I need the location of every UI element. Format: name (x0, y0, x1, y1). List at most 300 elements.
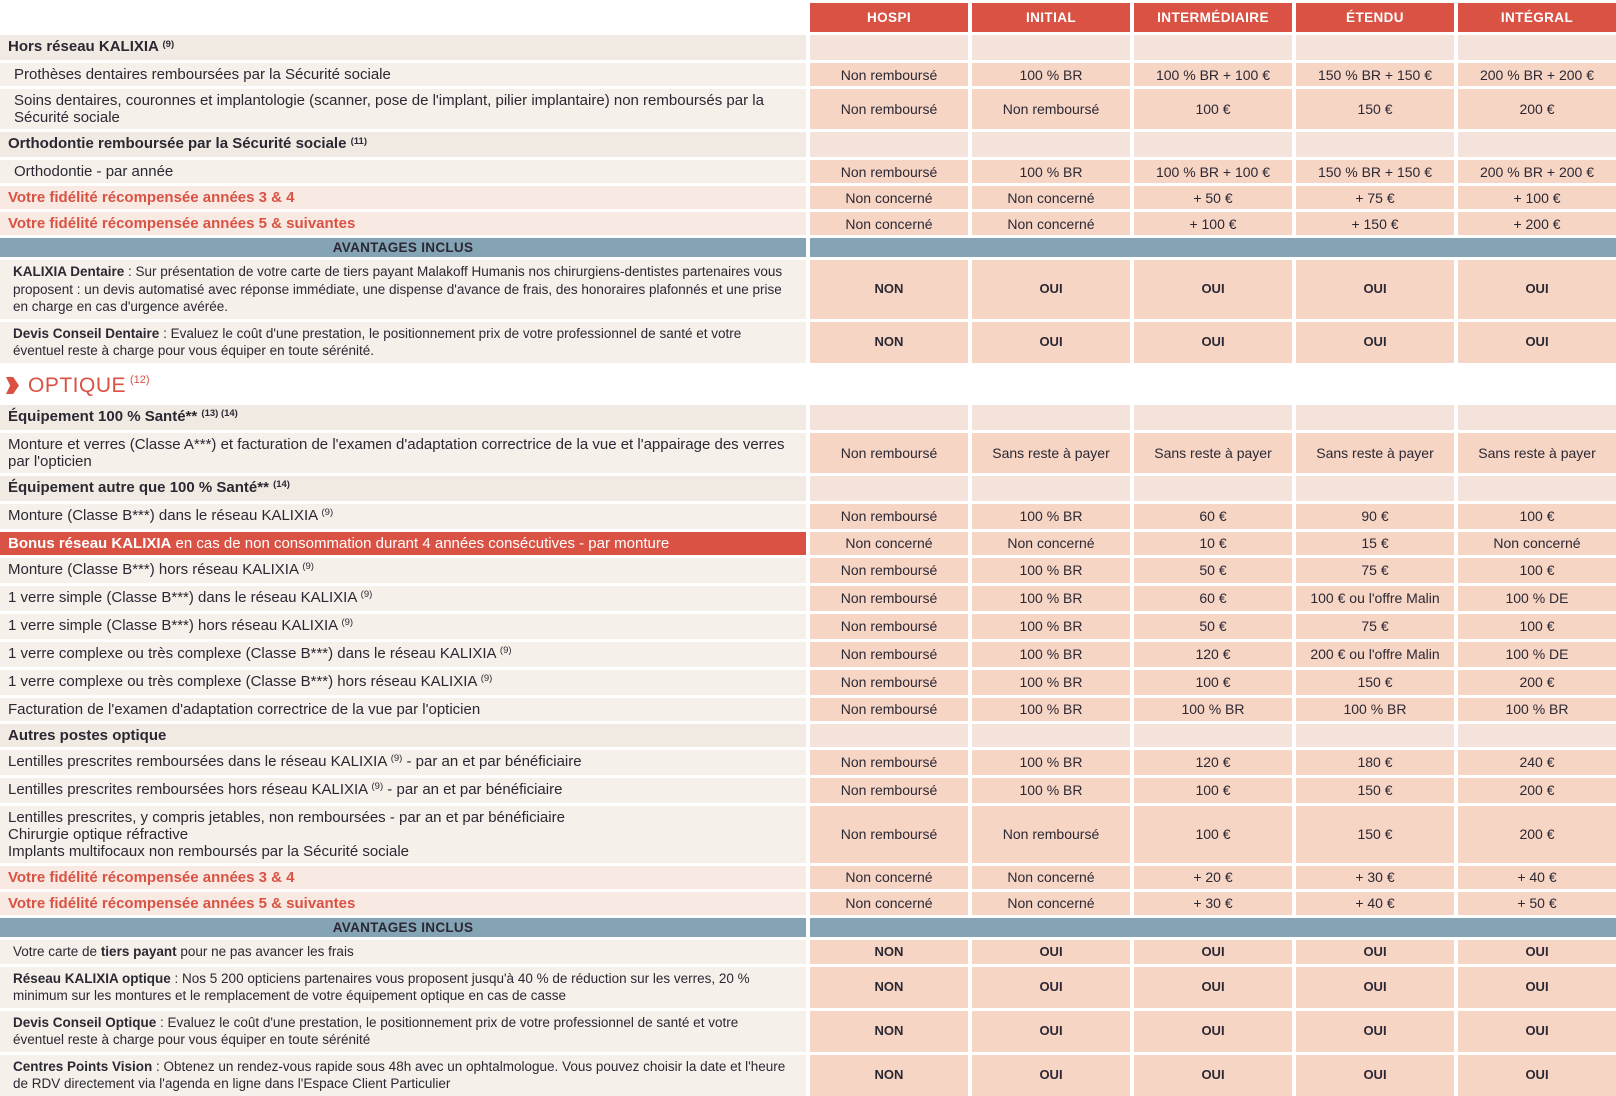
value-cells (810, 967, 1616, 1008)
label-text: : Evaluez le coût d'une prestation, le positionnement prix de votre professionnel de santé et votre éventuel reste à charge pour vous équiper en toute sérénité. (13, 325, 742, 358)
table-row-item (0, 614, 1616, 639)
row-label (0, 260, 806, 319)
value-cell: 100 % BR (1458, 698, 1616, 721)
label-line (8, 38, 792, 57)
value-cell: NON (810, 1011, 968, 1052)
value-cells (810, 63, 1616, 86)
value-cell: 100 % DE (1458, 586, 1616, 611)
value-cell: 100 % DE (1458, 642, 1616, 667)
table-row-fidelity (0, 212, 1616, 235)
value-cell: 100 € ou l'offre Malin (1296, 586, 1454, 611)
avantages-inclus-bar-extension (810, 238, 1616, 257)
value-cell: Non concerné (972, 892, 1130, 915)
value-cells (810, 405, 1616, 430)
value-cell: Non concerné (810, 212, 968, 235)
row-label (0, 532, 806, 555)
value-cell: OUI (1134, 1011, 1292, 1052)
value-cell: 100 % BR (972, 778, 1130, 803)
value-cell: Non remboursé (972, 806, 1130, 863)
value-cells (810, 778, 1616, 803)
value-cell: 50 € (1134, 558, 1292, 583)
row-label (0, 3, 806, 32)
value-cell: 200 € (1458, 806, 1616, 863)
value-cells (810, 806, 1616, 863)
value-cells (810, 892, 1616, 915)
value-cell: 100 % BR (1134, 698, 1292, 721)
value-cell: Sans reste à payer (1458, 433, 1616, 473)
value-cell: 90 € (1296, 504, 1454, 529)
table-row-item (0, 558, 1616, 583)
label-bold-text: Devis Conseil Optique (13, 1014, 157, 1030)
value-cell: + 40 € (1296, 892, 1454, 915)
table-row-item (0, 750, 1616, 775)
value-cell: 100 € (1458, 614, 1616, 639)
label-text: Chirurgie optique réfractive (8, 825, 189, 843)
row-label (0, 750, 806, 775)
column-header: HOSPI (810, 3, 968, 32)
footnote-marker: (9) (371, 781, 384, 792)
value-cell: 200 € (1458, 89, 1616, 129)
value-cells (810, 186, 1616, 209)
row-label (0, 504, 806, 529)
value-cells (810, 750, 1616, 775)
value-cell: Non remboursé (810, 614, 968, 639)
label-text: Lentilles prescrites remboursées dans le réseau KALIXIA (8, 752, 391, 770)
value-cell: OUI (972, 967, 1130, 1008)
empty-cell (1458, 35, 1616, 60)
value-cell: OUI (1458, 322, 1616, 363)
table-row-item (0, 670, 1616, 695)
value-cells (810, 614, 1616, 639)
value-cell: OUI (1296, 967, 1454, 1008)
empty-cell (810, 405, 968, 430)
label-text: 1 verre complexe ou très complexe (Classe B***) dans le réseau KALIXIA (8, 644, 500, 662)
label-text: : Nos 5 200 opticiens partenaires vous proposent jusqu'à 40 % de réduction sur les verres, 20 % minimum sur les montures et le remplacement de votre équipement optique en cas de casse (13, 970, 750, 1003)
table-row-item (0, 433, 1616, 473)
value-cells (810, 1011, 1616, 1052)
value-cell: 100 % BR (972, 63, 1130, 86)
empty-cell (972, 405, 1130, 430)
value-cell: 100 € (1458, 504, 1616, 529)
label-bold-text: Votre fidélité récompensée années 5 & suivantes (8, 215, 356, 232)
label-line (8, 826, 792, 843)
value-cells (810, 433, 1616, 473)
value-cells (810, 160, 1616, 183)
footnote-marker: (9) (302, 561, 314, 572)
empty-cell (972, 132, 1130, 157)
value-cell: Non remboursé (810, 778, 968, 803)
table-row-bar (0, 238, 1616, 257)
empty-cell (1134, 476, 1292, 501)
label-line (13, 263, 792, 316)
table-row-advantage (0, 940, 1616, 964)
value-cell: 100 € (1134, 89, 1292, 129)
label-line (14, 92, 792, 126)
value-cells (810, 940, 1616, 964)
label-text: Facturation de l'examen d'adaptation correctrice de la vue par l'opticien (8, 700, 481, 718)
row-label (0, 778, 806, 803)
value-cell: 100 % BR (972, 160, 1130, 183)
label-line (8, 215, 792, 232)
label-text: 1 verre simple (Classe B***) hors réseau KALIXIA (8, 616, 342, 634)
value-cells (810, 322, 1616, 363)
empty-cell (972, 724, 1130, 747)
label-text: : Sur présentation de votre carte de tiers payant Malakoff Humanis nos chirurgiens-dentistes partenaires vous proposent : un devis automatisé avec réponse immédiate, une dispense d'avance de frais, des honoraires plafonnés et une prise en charge en cas d'urgence avérée. (13, 264, 783, 314)
label-text: Implants multifocaux non remboursés par la Sécurité sociale (8, 842, 410, 860)
value-cell: 100 % BR (1296, 698, 1454, 721)
value-cell: 150 € (1296, 670, 1454, 695)
footnote-marker: (11) (350, 135, 367, 147)
row-label (0, 63, 806, 86)
value-cell: Non remboursé (810, 750, 968, 775)
label-text: - par an et par bénéficiaire (402, 752, 582, 770)
footnote-marker: (12) (130, 373, 150, 386)
value-cell: 240 € (1458, 750, 1616, 775)
label-line (8, 645, 792, 664)
value-cell: 100 € (1134, 806, 1292, 863)
row-label (0, 614, 806, 639)
value-cell: OUI (1296, 260, 1454, 319)
table-row-fidelity (0, 892, 1616, 915)
value-cell: OUI (1458, 1055, 1616, 1096)
empty-cell (1458, 724, 1616, 747)
value-cell: 100 % BR (972, 642, 1130, 667)
empty-cell (972, 476, 1130, 501)
value-cell: NON (810, 967, 968, 1008)
label-bold-text: AVANTAGES INCLUS (332, 240, 474, 255)
label-text: en cas de non consommation durant 4 années consécutives - par monture (171, 534, 670, 552)
row-label (0, 586, 806, 611)
footnote-marker: (9) (480, 673, 493, 684)
label-text: - par an et par bénéficiaire (383, 780, 563, 798)
empty-cell (1134, 132, 1292, 157)
row-label (0, 405, 806, 430)
table-row-item (0, 89, 1616, 129)
table-row-fidelity (0, 866, 1616, 889)
label-bold-text: Bonus réseau KALIXIA (8, 534, 172, 552)
value-cell: 100 % BR (972, 614, 1130, 639)
value-cell: 100 € (1458, 558, 1616, 583)
value-cell: Non concerné (972, 186, 1130, 209)
value-cells (810, 532, 1616, 555)
value-cell: OUI (1458, 260, 1616, 319)
label-text: Votre carte de (13, 943, 101, 959)
column-header: ÉTENDU (1296, 3, 1454, 32)
value-cells (810, 586, 1616, 611)
avantages-inclus-bar (0, 918, 806, 937)
value-cell: Non remboursé (810, 642, 968, 667)
label-line (8, 809, 792, 826)
value-cell: 100 € (1134, 778, 1292, 803)
value-cells (810, 35, 1616, 60)
value-cell: 10 € (1134, 532, 1292, 555)
value-cell: NON (810, 940, 968, 964)
avantages-inclus-bar (0, 238, 806, 257)
value-cell: OUI (1458, 1011, 1616, 1052)
label-bold-text: Devis Conseil Dentaire (13, 325, 160, 341)
value-cells (810, 558, 1616, 583)
table-row-title (0, 372, 1616, 400)
row-label (0, 132, 806, 157)
value-cell: OUI (1134, 967, 1292, 1008)
value-cell: 60 € (1134, 504, 1292, 529)
label-text: Monture (Classe B***) dans le réseau KALIXIA (8, 506, 322, 524)
empty-cell (1458, 405, 1616, 430)
label-text: Orthodontie - par année (14, 163, 174, 180)
label-bold-text: Réseau KALIXIA optique (13, 970, 171, 986)
empty-cell (1296, 405, 1454, 430)
label-line (8, 869, 792, 886)
value-cells (810, 866, 1616, 889)
value-cell: + 40 € (1458, 866, 1616, 889)
label-line (8, 753, 792, 772)
value-cells (810, 89, 1616, 129)
table-row-section (0, 724, 1616, 747)
value-cell: Non concerné (810, 186, 968, 209)
value-cell: Non concerné (810, 532, 968, 555)
row-label (0, 940, 806, 964)
header-row (0, 3, 1616, 32)
label-line (8, 507, 792, 526)
table-row-item (0, 778, 1616, 803)
value-cell: 150 € (1296, 806, 1454, 863)
value-cells (810, 670, 1616, 695)
label-line (13, 325, 792, 360)
empty-cell (1296, 724, 1454, 747)
table-row-item (0, 586, 1616, 611)
row-label (0, 476, 806, 501)
footnote-marker: (9) (321, 507, 334, 518)
table-row-item (0, 504, 1616, 529)
value-cells (810, 132, 1616, 157)
value-cell: NON (810, 322, 968, 363)
value-cell: 15 € (1296, 532, 1454, 555)
table-row-item (0, 63, 1616, 86)
value-cell: 120 € (1134, 750, 1292, 775)
label-line (13, 943, 792, 961)
value-cell: 150 € (1296, 778, 1454, 803)
label-line (333, 919, 474, 936)
value-cell: + 50 € (1134, 186, 1292, 209)
footnote-marker: (13) (14) (201, 408, 238, 419)
value-cell: Non concerné (810, 892, 968, 915)
value-cells (810, 1055, 1616, 1096)
label-text: : Evaluez le coût d'une prestation, le positionnement prix de votre professionnel de santé et votre éventuel reste à charge pour vous équiper en toute sérénité (13, 1014, 739, 1047)
label-line (8, 843, 792, 860)
value-cell: 50 € (1134, 614, 1292, 639)
label-line (8, 189, 792, 206)
label-bold-text: Votre fidélité récompensée années 3 & 4 (8, 189, 295, 206)
empty-cell (810, 35, 968, 60)
value-cell: Non remboursé (810, 160, 968, 183)
label-line (8, 561, 792, 580)
footnote-marker: (9) (341, 617, 354, 628)
label-text: pour ne pas avancer les frais (176, 943, 354, 959)
footnote-marker: (9) (499, 645, 512, 656)
row-label (0, 89, 806, 129)
value-cell: + 150 € (1296, 212, 1454, 235)
value-cell: 150 % BR + 150 € (1296, 160, 1454, 183)
table-row-fidelity (0, 186, 1616, 209)
row-label (0, 698, 806, 721)
column-header: INTÉGRAL (1458, 3, 1616, 32)
value-cells (810, 260, 1616, 319)
label-line (8, 436, 792, 470)
row-label (0, 160, 806, 183)
label-line (8, 135, 792, 154)
value-cell: 150 % BR + 150 € (1296, 63, 1454, 86)
value-cell: OUI (1296, 1055, 1454, 1096)
row-label (0, 642, 806, 667)
value-cell: Non concerné (810, 866, 968, 889)
value-cell: Non concerné (972, 212, 1130, 235)
table-row-bar (0, 918, 1616, 937)
row-label (0, 1055, 806, 1096)
empty-cell (1296, 132, 1454, 157)
value-cell: 100 % BR (972, 698, 1130, 721)
value-cell: 100 % BR (972, 586, 1130, 611)
value-cell: 180 € (1296, 750, 1454, 775)
table-row-section (0, 132, 1616, 157)
row-label (0, 670, 806, 695)
label-bold-text: tiers payant (100, 943, 177, 959)
empty-cell (1458, 132, 1616, 157)
value-cell: Non remboursé (810, 586, 968, 611)
table-row-item (0, 642, 1616, 667)
value-cell: OUI (1458, 967, 1616, 1008)
value-cell: Non concerné (1458, 532, 1616, 555)
empty-cell (972, 35, 1130, 60)
label-line (8, 673, 792, 692)
table-row-advantage (0, 1011, 1616, 1052)
table-row-advantage (0, 322, 1616, 363)
value-cell: OUI (972, 940, 1130, 964)
value-cell: Non remboursé (810, 89, 968, 129)
label-line (8, 408, 792, 427)
label-bold-text: Votre fidélité récompensée années 5 & suivantes (8, 894, 356, 912)
label-text: Lentilles prescrites remboursées hors réseau KALIXIA (8, 780, 372, 798)
label-bold-text: KALIXIA Dentaire (13, 264, 125, 279)
label-bold-text: Autres postes optique (8, 726, 167, 744)
label-line (8, 479, 792, 498)
value-cells (810, 3, 1616, 32)
value-cell: Non remboursé (972, 89, 1130, 129)
value-cell: Sans reste à payer (1134, 433, 1292, 473)
value-cell: OUI (1134, 260, 1292, 319)
label-line (13, 970, 792, 1005)
label-line (13, 1014, 792, 1049)
row-label (0, 1011, 806, 1052)
table-row-advantage (0, 1055, 1616, 1096)
table-row-advantage (0, 967, 1616, 1008)
label-line (8, 701, 792, 718)
label-text: 1 verre complexe ou très complexe (Classe B***) hors réseau KALIXIA (8, 672, 481, 690)
value-cell: 100 % BR (972, 750, 1130, 775)
label-line (13, 1058, 792, 1093)
value-cell: Sans reste à payer (1296, 433, 1454, 473)
value-cell: OUI (1134, 940, 1292, 964)
table-row-item (0, 160, 1616, 183)
value-cell: 60 € (1134, 586, 1292, 611)
label-bold-text: Équipement autre que 100 % Santé** (8, 478, 274, 496)
label-text: Monture et verres (Classe A***) et facturation de l'examen d'adaptation correctrice de la vue et l'appairage des verres par l'opticien (8, 435, 785, 470)
value-cell: 120 € (1134, 642, 1292, 667)
empty-cell (1458, 476, 1616, 501)
value-cell: OUI (972, 260, 1130, 319)
value-cell: NON (810, 1055, 968, 1096)
table-row-section (0, 405, 1616, 430)
table-row-item (0, 698, 1616, 721)
value-cells (810, 476, 1616, 501)
label-line (8, 895, 792, 912)
table-row-highlight (0, 532, 1616, 555)
empty-cell (1134, 35, 1292, 60)
label-text: Monture (Classe B***) hors réseau KALIXIA (8, 560, 303, 578)
value-cell: 75 € (1296, 558, 1454, 583)
footnote-marker: (14) (273, 479, 290, 490)
row-label (0, 724, 806, 747)
value-cell: 100 % BR + 100 € (1134, 160, 1292, 183)
value-cells (810, 724, 1616, 747)
row-label (0, 35, 806, 60)
table-row-advantage (0, 260, 1616, 319)
value-cells (810, 642, 1616, 667)
empty-cell (810, 476, 968, 501)
column-header: INITIAL (972, 3, 1130, 32)
value-cell: 100 % BR (972, 670, 1130, 695)
value-cell: OUI (972, 1011, 1130, 1052)
value-cell: Sans reste à payer (972, 433, 1130, 473)
empty-cell (1296, 35, 1454, 60)
label-bold-text: Votre fidélité récompensée années 3 & 4 (8, 868, 295, 886)
value-cell: Non remboursé (810, 558, 968, 583)
label-text: : Obtenez un rendez-vous rapide sous 48h avec un ophtalmologue. Vous pouvez choisir la date et l'heure de RDV directement via l'agenda en ligne dans l'Espace Client Particulier (13, 1058, 786, 1091)
value-cell: 200 % BR + 200 € (1458, 160, 1616, 183)
value-cell: NON (810, 260, 968, 319)
value-cells (810, 212, 1616, 235)
label-line (8, 727, 792, 744)
label-text: Lentilles prescrites, y compris jetables, non remboursées - par an et par bénéficiaire (8, 808, 565, 826)
value-cell: OUI (1134, 322, 1292, 363)
row-label (0, 866, 806, 889)
value-cell: + 20 € (1134, 866, 1292, 889)
value-cell: Non remboursé (810, 63, 968, 86)
value-cell: Non remboursé (810, 670, 968, 695)
value-cell: + 30 € (1296, 866, 1454, 889)
row-label (0, 186, 806, 209)
value-cell: 75 € (1296, 614, 1454, 639)
value-cell: + 100 € (1458, 186, 1616, 209)
value-cell: 100 % BR + 100 € (1134, 63, 1292, 86)
row-label (0, 322, 806, 363)
value-cell: OUI (1134, 1055, 1292, 1096)
optique-section-title: OPTIQUE (28, 373, 127, 397)
value-cell: 200 € (1458, 670, 1616, 695)
label-text: Soins dentaires, couronnes et implantologie (scanner, pose de l'implant, pilier implantaire) non remboursés par la Sécurité sociale (14, 92, 764, 126)
value-cells (810, 698, 1616, 721)
label-line (14, 66, 792, 83)
empty-cell (1134, 724, 1292, 747)
label-bold-text: Orthodontie remboursée par la Sécurité sociale (8, 135, 351, 152)
value-cell: Non remboursé (810, 698, 968, 721)
value-cell: Non remboursé (810, 433, 968, 473)
label-line (14, 163, 792, 180)
row-label (0, 212, 806, 235)
label-bold-text: Équipement 100 % Santé** (8, 407, 202, 425)
avantages-inclus-bar-extension (810, 918, 1616, 937)
row-label (0, 967, 806, 1008)
value-cell: 150 € (1296, 89, 1454, 129)
